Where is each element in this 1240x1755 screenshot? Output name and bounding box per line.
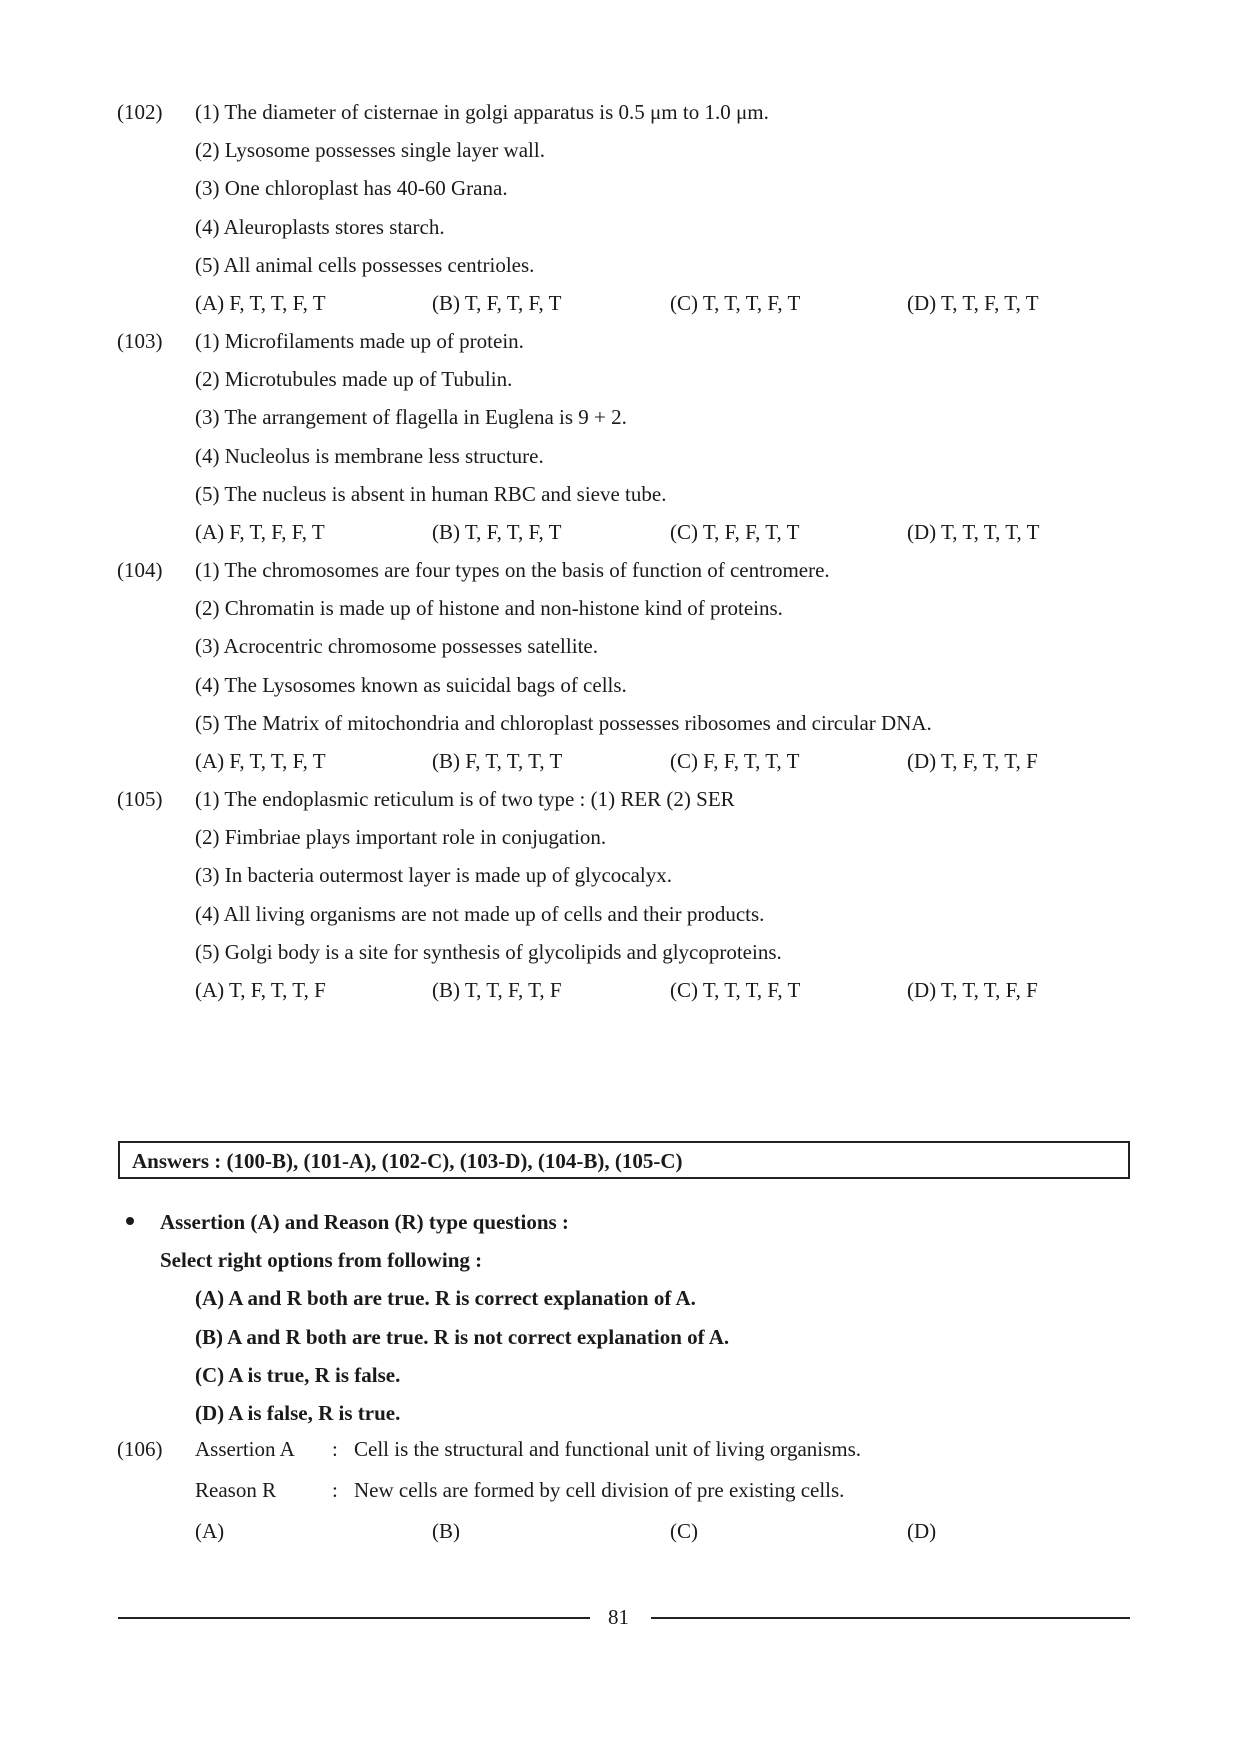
q103-option-a: (A) F, T, F, F, T	[195, 520, 325, 544]
q105-statement-1: (1) The endoplasmic reticulum is of two type : (1) RER (2) SER	[195, 787, 735, 811]
q102-option-c: (C) T, T, T, F, T	[670, 291, 801, 315]
assertion-text: Cell is the structural and functional unit of living organisms.	[354, 1437, 862, 1461]
footer-rule-right	[651, 1617, 1130, 1619]
q105-statement-4: (4) All living organisms are not made up of cells and their products.	[195, 902, 765, 926]
q102-option-d: (D) T, T, F, T, T	[907, 291, 1039, 315]
q102-option-b: (B) T, F, T, F, T	[432, 291, 562, 315]
q102-statement-3: (3) One chloroplast has 40-60 Grana.	[195, 176, 508, 200]
question-105-number: (105)	[117, 787, 163, 811]
assertion-choice-c: (C) A is true, R is false.	[195, 1363, 401, 1387]
assertion-instruction: Select right options from following :	[160, 1248, 483, 1272]
q105-option-d: (D) T, T, T, F, F	[907, 978, 1038, 1002]
q102-option-a: (A) F, T, T, F, T	[195, 291, 326, 315]
q104-option-a: (A) F, T, T, F, T	[195, 749, 326, 773]
q104-statement-1: (1) The chromosomes are four types on the basis of function of centromere.	[195, 558, 830, 582]
answers-text: Answers : (100-B), (101-A), (102-C), (103-D), (104-B), (105-C)	[132, 1149, 683, 1173]
q104-statement-3: (3) Acrocentric chromosome possesses satellite.	[195, 634, 598, 658]
q106-option-a: (A)	[195, 1519, 225, 1543]
question-103-number: (103)	[117, 329, 163, 353]
q103-option-d: (D) T, T, T, T, T	[907, 520, 1040, 544]
q105-option-a: (A) T, F, T, T, F	[195, 978, 326, 1002]
q105-option-c: (C) T, T, T, F, T	[670, 978, 801, 1002]
q103-statement-1: (1) Microfilaments made up of protein.	[195, 329, 524, 353]
question-104-number: (104)	[117, 558, 163, 582]
q102-statement-4: (4) Aleuroplasts stores starch.	[195, 215, 445, 239]
q103-statement-4: (4) Nucleolus is membrane less structure.	[195, 444, 544, 468]
reason-colon: :	[332, 1478, 338, 1502]
q106-option-d: (D)	[907, 1519, 937, 1543]
question-102-number: (102)	[117, 100, 163, 124]
q104-statement-2: (2) Chromatin is made up of histone and non-histone kind of proteins.	[195, 596, 783, 620]
assertion-colon: :	[332, 1437, 338, 1461]
q106-option-b: (B)	[432, 1519, 460, 1543]
q102-statement-5: (5) All animal cells possesses centrioles.	[195, 253, 535, 277]
q105-option-b: (B) T, T, F, T, F	[432, 978, 562, 1002]
q104-statement-5: (5) The Matrix of mitochondria and chloroplast possesses ribosomes and circular DNA.	[195, 711, 932, 735]
q104-option-d: (D) T, F, T, T, F	[907, 749, 1038, 773]
q105-statement-3: (3) In bacteria outermost layer is made up of glycocalyx.	[195, 863, 672, 887]
reason-label: Reason R	[195, 1478, 277, 1502]
assertion-choice-d: (D) A is false, R is true.	[195, 1401, 401, 1425]
assertion-heading: Assertion (A) and Reason (R) type questions :	[160, 1210, 569, 1234]
q104-option-b: (B) F, T, T, T, T	[432, 749, 563, 773]
q105-statement-2: (2) Fimbriae plays important role in conjugation.	[195, 825, 607, 849]
bullet-icon	[126, 1217, 134, 1225]
q102-statement-1: (1) The diameter of cisternae in golgi apparatus is 0.5 μm to 1.0 μm.	[195, 100, 769, 124]
assertion-choice-b: (B) A and R both are true. R is not correct explanation of A.	[195, 1325, 730, 1349]
q103-statement-2: (2) Microtubules made up of Tubulin.	[195, 367, 513, 391]
q104-statement-4: (4) The Lysosomes known as suicidal bags of cells.	[195, 673, 627, 697]
q103-statement-5: (5) The nucleus is absent in human RBC and sieve tube.	[195, 482, 667, 506]
assertion-label: Assertion A	[195, 1437, 295, 1461]
q103-option-c: (C) T, F, F, T, T	[670, 520, 800, 544]
reason-text: New cells are formed by cell division of pre existing cells.	[354, 1478, 845, 1502]
footer-rule-left	[118, 1617, 590, 1619]
page-number: 81	[608, 1605, 629, 1629]
q103-option-b: (B) T, F, T, F, T	[432, 520, 562, 544]
q103-statement-3: (3) The arrangement of flagella in Euglena is 9 + 2.	[195, 405, 627, 429]
q104-option-c: (C) F, F, T, T, T	[670, 749, 800, 773]
question-106-number: (106)	[117, 1437, 163, 1461]
answers-box	[118, 1141, 1130, 1179]
q105-statement-5: (5) Golgi body is a site for synthesis of glycolipids and glycoproteins.	[195, 940, 782, 964]
q106-option-c: (C)	[670, 1519, 698, 1543]
assertion-choice-a: (A) A and R both are true. R is correct explanation of A.	[195, 1286, 696, 1310]
q102-statement-2: (2) Lysosome possesses single layer wall.	[195, 138, 545, 162]
